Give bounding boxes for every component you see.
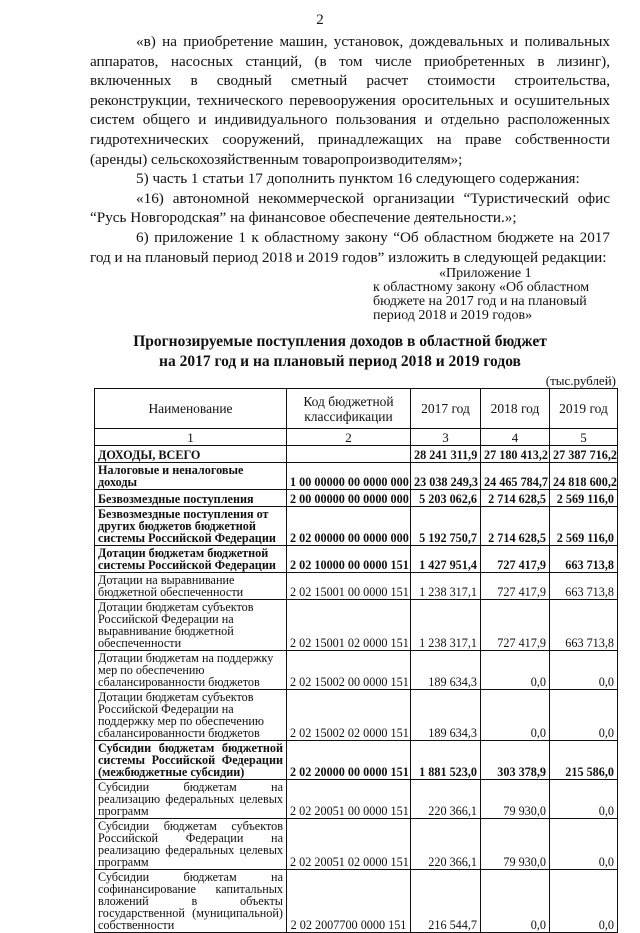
table-row <box>95 446 618 463</box>
row-value-2019: 215 586,0 <box>550 741 618 780</box>
row-code: 2 02 15002 02 0000 151 <box>287 690 411 741</box>
row-code: 2 02 20000 00 0000 151 <box>287 741 411 780</box>
paragraph-tourist-office: «16) автономной некоммерческой организации “Туристический офис “Русь Новгородская” на финансовое обеспечение деятельности.»; <box>90 189 610 227</box>
row-name: Субсидии бюджетам субъектов Российской Федерации на реализацию федеральных целевых программ <box>95 819 287 870</box>
header-2018: 2018 год <box>481 389 550 429</box>
column-number: 3 <box>411 429 481 446</box>
row-value-2018: 24 465 784,7 <box>481 463 550 490</box>
row-value-2017: 220 366,1 <box>411 780 481 819</box>
row-code: 2 02 15001 02 0000 151 <box>287 600 411 651</box>
row-name: Дотации бюджетам на поддержку мер по обеспечению сбалансированности бюджетов <box>95 651 287 690</box>
row-value-2017: 1 427 951,4 <box>411 546 481 573</box>
row-code: 2 02 20051 02 0000 151 <box>287 819 411 870</box>
row-code: 2 00 00000 00 0000 000 <box>287 490 411 507</box>
row-value-2017: 189 634,3 <box>411 651 481 690</box>
row-value-2018: 2 714 628,5 <box>481 490 550 507</box>
row-value-2018: 0,0 <box>481 690 550 741</box>
row-code: 2 02 2007700 0000 151 <box>287 870 411 933</box>
column-number: 4 <box>481 429 550 446</box>
row-name: Дотации бюджетам субъектов Российской Федерации на поддержку мер по обеспечению сбалансированности бюджетов <box>95 690 287 741</box>
row-name: Безвозмездные поступления от других бюджетов бюджетной системы Российской Федерации <box>95 507 287 546</box>
column-number-row <box>95 429 618 446</box>
table-row <box>95 546 618 573</box>
appendix-note <box>373 267 623 323</box>
header-2017: 2017 год <box>411 389 481 429</box>
row-value-2019: 0,0 <box>550 819 618 870</box>
row-name: Дотации бюджетам бюджетной системы Российской Федерации <box>95 546 287 573</box>
header-2019: 2019 год <box>550 389 618 429</box>
unit-label: (тыс.рублей) <box>545 373 616 388</box>
appendix-line: «Приложение 1 <box>439 266 532 281</box>
paragraph-irrigation: «в) на приобретение машин, установок, дождевальных и поливальных аппаратов, насосных станций, (в том числе приобретенных в лизинг), включенных в сводный сметный расчет стоимости строительства, реконструкции, технического перевооружения оросительных и осушительных систем общего и индивидуального пользования и отдельно расположенных гидротехнических сооружений, принадлежащих на праве собственности (аренды) сельскохозяйственным товаропроизводителям»; <box>90 33 610 168</box>
row-value-2017: 189 634,3 <box>411 690 481 741</box>
appendix-line: период 2018 и 2019 годов» <box>373 308 533 323</box>
appendix-line: бюджете на 2017 год и на плановый <box>373 294 587 309</box>
column-number: 1 <box>95 429 287 446</box>
table-title-line: Прогнозируемые поступления доходов в областной бюджет <box>133 333 547 350</box>
table-row <box>95 780 618 819</box>
table-row <box>95 741 618 780</box>
row-name: Субсидии бюджетам бюджетной системы Российской Федерации (межбюджетные субсидии) <box>95 741 287 780</box>
row-code: 2 02 15002 00 0000 151 <box>287 651 411 690</box>
row-name: Налоговые и неналоговые доходы <box>95 463 287 490</box>
table-row <box>95 463 618 490</box>
header-name: Наименование <box>95 389 287 429</box>
row-value-2017: 216 544,7 <box>411 870 481 933</box>
row-code <box>287 446 411 463</box>
table-row <box>95 690 618 741</box>
table-row <box>95 651 618 690</box>
column-number: 2 <box>287 429 411 446</box>
row-value-2017: 1 238 317,1 <box>411 573 481 600</box>
table-title-line: на 2017 год и на плановый период 2018 и 2019 годов <box>159 353 521 370</box>
page-number: 2 <box>316 12 324 28</box>
row-value-2019: 27 387 716,2 <box>550 446 618 463</box>
row-code: 1 00 00000 00 0000 000 <box>287 463 411 490</box>
table-title <box>60 332 620 372</box>
row-value-2018: 727 417,9 <box>481 546 550 573</box>
row-name: Субсидии бюджетам на реализацию федеральных целевых программ <box>95 780 287 819</box>
row-value-2019: 663 713,8 <box>550 600 618 651</box>
row-name: Безвозмездные поступления <box>95 490 287 507</box>
row-value-2019: 0,0 <box>550 870 618 933</box>
row-value-2019: 663 713,8 <box>550 546 618 573</box>
row-value-2019: 24 818 600,2 <box>550 463 618 490</box>
row-value-2019: 0,0 <box>550 780 618 819</box>
row-value-2018: 727 417,9 <box>481 573 550 600</box>
row-code: 2 02 10000 00 0000 151 <box>287 546 411 573</box>
row-value-2018: 727 417,9 <box>481 600 550 651</box>
row-value-2018: 0,0 <box>481 651 550 690</box>
row-value-2017: 5 203 062,6 <box>411 490 481 507</box>
paragraph-amendment-5: 5) часть 1 статьи 17 дополнить пунктом 16 следующего содержания: <box>136 170 580 188</box>
row-value-2019: 663 713,8 <box>550 573 618 600</box>
row-name: ДОХОДЫ, ВСЕГО <box>95 446 287 463</box>
row-value-2017: 28 241 311,9 <box>411 446 481 463</box>
row-value-2017: 220 366,1 <box>411 819 481 870</box>
row-name: Дотации бюджетам субъектов Российской Федерации на выравнивание бюджетной обеспеченности <box>95 600 287 651</box>
row-value-2019: 2 569 116,0 <box>550 490 618 507</box>
table-header-row <box>95 389 618 429</box>
row-code: 2 02 15001 00 0000 151 <box>287 573 411 600</box>
budget-revenue-table <box>94 388 618 933</box>
row-value-2018: 303 378,9 <box>481 741 550 780</box>
row-value-2018: 2 714 628,5 <box>481 507 550 546</box>
row-value-2018: 79 930,0 <box>481 819 550 870</box>
table-row <box>95 573 618 600</box>
column-number: 5 <box>550 429 618 446</box>
row-value-2017: 5 192 750,7 <box>411 507 481 546</box>
row-value-2018: 79 930,0 <box>481 780 550 819</box>
table-row <box>95 870 618 933</box>
row-value-2018: 0,0 <box>481 870 550 933</box>
table-row <box>95 507 618 546</box>
row-value-2019: 2 569 116,0 <box>550 507 618 546</box>
row-name: Дотации на выравнивание бюджетной обеспеченности <box>95 573 287 600</box>
row-value-2017: 1 881 523,0 <box>411 741 481 780</box>
row-code: 2 02 20051 00 0000 151 <box>287 780 411 819</box>
row-name: Субсидии бюджетам на софинансирование капитальных вложений в объекты государственной (муниципальной) собственности <box>95 870 287 933</box>
table-row <box>95 600 618 651</box>
row-value-2017: 1 238 317,1 <box>411 600 481 651</box>
appendix-line: к областному закону «Об областном <box>373 280 590 295</box>
paragraph-amendment-6: 6) приложение 1 к областному закону “Об областном бюджете на 2017 год и на плановый период 2018 и 2019 годов” изложить в следующей редакции: <box>90 228 610 266</box>
row-value-2018: 27 180 413,2 <box>481 446 550 463</box>
table-row <box>95 490 618 507</box>
header-code: Код бюджетной классификации <box>287 389 411 429</box>
row-value-2019: 0,0 <box>550 690 618 741</box>
table-row <box>95 819 618 870</box>
row-value-2019: 0,0 <box>550 651 618 690</box>
row-value-2017: 23 038 249,3 <box>411 463 481 490</box>
body-text <box>90 32 610 267</box>
row-code: 2 02 00000 00 0000 000 <box>287 507 411 546</box>
